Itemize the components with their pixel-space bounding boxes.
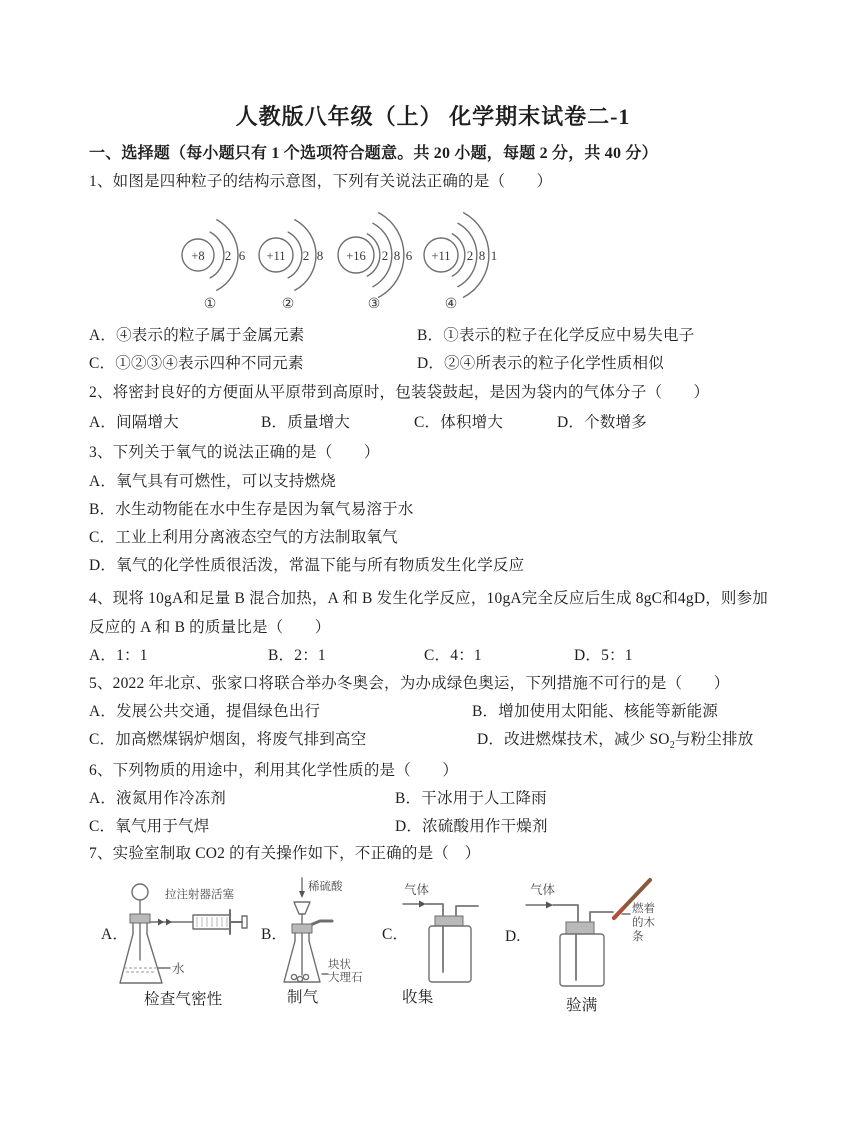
q4-option-a: A．1：1 [89,647,148,664]
particle-1-label: ① [203,297,217,312]
particle-diagram-1-icon [176,210,261,312]
splint-annotation-line3: 条 [632,931,644,943]
q3-option-a: A．氧气具有可燃性，可以支持燃烧 [89,473,336,490]
particle-4-shell-1: 2 [466,248,474,263]
so2-subscript: 2 [669,740,675,752]
q5-option-d-text: D．改进燃煤技术，减少 SO [477,731,670,748]
q6-stem: 6、下列物质的用途中，利用其化学性质的是（ ） [89,762,459,779]
splint-annotation-line2: 的木 [632,917,655,929]
apparatus-a-caption: 检查气密性 [144,991,223,1008]
q2-stem: 2、将密封良好的方便面从平原带到高原时，包装袋鼓起，是因为袋内的气体分子（ ） [89,384,710,401]
particle-4-shell-3: 1 [490,248,498,263]
particle-4-nucleus: +11 [431,249,451,263]
q2-option-c: C．体积增大 [414,414,504,431]
q7-fig-label-d: D. [505,928,521,945]
q7-fig-label-c: C． [382,926,409,943]
particle-3-shell-2: 8 [393,248,401,263]
apparatus-b-caption: 制气 [287,989,319,1006]
dilute-acid-annotation: 稀硫酸 [308,881,343,893]
particle-1-nucleus: +8 [191,249,205,263]
q5-option-d [477,730,753,756]
q4-stem-line1: 4、现将 10gA和足量 B 混合加热，A 和 B 发生化学反应，10gA完全反应后生成 8gC和4gD，则参加 [89,590,769,607]
q3-stem: 3、下列关于氧气的说法正确的是（ ） [89,444,380,461]
particle-diagram-4-icon [419,208,514,312]
particle-4-shell-2: 8 [478,248,486,263]
gas-annotation-c: 气体 [404,883,430,897]
q3-option-d: D．氧气的化学性质很活泼，常温下能与所有物质发生化学反应 [89,557,525,574]
syringe-annotation: 拉注射器活塞 [165,889,234,901]
q5-option-d-text-end: 与粉尘排放 [674,731,754,748]
q7-stem: 7、实验室制取 CO2 的有关操作如下，不正确的是（ ） [89,845,481,862]
particle-1-shell-1: 2 [224,248,232,263]
gas-annotation-d: 气体 [530,883,556,897]
q3-option-b: B．水生动物能在水中生存是因为氧气易溶于水 [89,501,414,518]
section-heading: 一、选择题（每小题只有 1 个选项符合题意。共 20 小题，每题 2 分，共 40 分） [89,145,658,162]
particle-diagram-3-icon [334,208,429,312]
q6-option-c: C．氧气用于气焊 [89,818,210,835]
q1-option-a: A．④表示的粒子属于金属元素 [89,327,305,344]
particle-diagram-2-icon [254,210,339,312]
q1-option-d: D．②④所表示的粒子化学性质相似 [417,355,664,372]
q5-option-c: C．加高燃煤锅炉烟囱，将废气排到高空 [89,731,367,748]
q2-option-d: D．个数增多 [557,414,647,431]
water-annotation: 水 [172,962,185,976]
particle-2-nucleus: +11 [266,249,286,263]
q2-option-b: B．质量增大 [261,414,351,431]
q6-option-d: D．浓硫酸用作干燥剂 [395,818,548,835]
q5-option-b: B．增加使用太阳能、核能等新能源 [472,703,719,720]
particle-1-shell-2: 6 [238,248,246,263]
q3-option-c: C．工业上利用分离液态空气的方法制取氧气 [89,529,398,546]
apparatus-c-caption: 收集 [402,989,434,1006]
q5-stem: 5、2022 年北京、张家口将联合举办冬奥会，为办成绿色奥运，下列措施不可行的是（ ） [89,675,730,692]
apparatus-gas-generation-icon [272,876,380,992]
q4-option-d: D．5：1 [574,647,633,664]
q1-option-c: C．①②③④表示四种不同元素 [89,355,304,372]
particle-3-label: ③ [367,297,381,312]
apparatus-fullness-test-icon [520,872,670,994]
q4-option-b: B．2：1 [268,647,326,664]
q1-stem: 1、如图是四种粒子的结构示意图，下列有关说法正确的是（ ） [89,173,553,190]
particle-4-label: ④ [444,297,458,312]
particle-2-label: ② [281,297,295,312]
marble-annotation-line2: 大理石 [328,972,363,984]
q2-option-a: A．间隔增大 [89,414,179,431]
q6-option-b: B．干冰用于人工降雨 [395,790,547,807]
q7-fig-label-b: B． [261,926,288,943]
particle-2-shell-2: 8 [316,248,324,263]
q7-fig-label-a: A． [101,926,129,943]
apparatus-d-caption: 验满 [566,997,598,1014]
splint-annotation-line1: 燃着 [632,903,655,915]
q1-option-b: B．①表示的粒子在化学反应中易失电子 [417,327,695,344]
particle-2-shell-1: 2 [302,248,310,263]
apparatus-collection-icon [398,878,493,990]
q4-option-c: C．4：1 [424,647,482,664]
particle-3-shell-1: 2 [381,248,389,263]
q6-option-a: A．液氮用作冷冻剂 [89,790,226,807]
page-title: 人教版八年级（上） 化学期末试卷二-1 [235,104,631,129]
q5-option-a: A．发展公共交通，提倡绿色出行 [89,703,321,720]
apparatus-airtightness-icon [112,876,252,988]
marble-annotation-line1: 块状 [328,959,351,971]
particle-3-nucleus: +16 [346,249,366,263]
q4-stem-line2: 反应的 A 和 B 的质量比是（ ） [89,619,331,636]
particle-3-shell-3: 6 [405,248,413,263]
